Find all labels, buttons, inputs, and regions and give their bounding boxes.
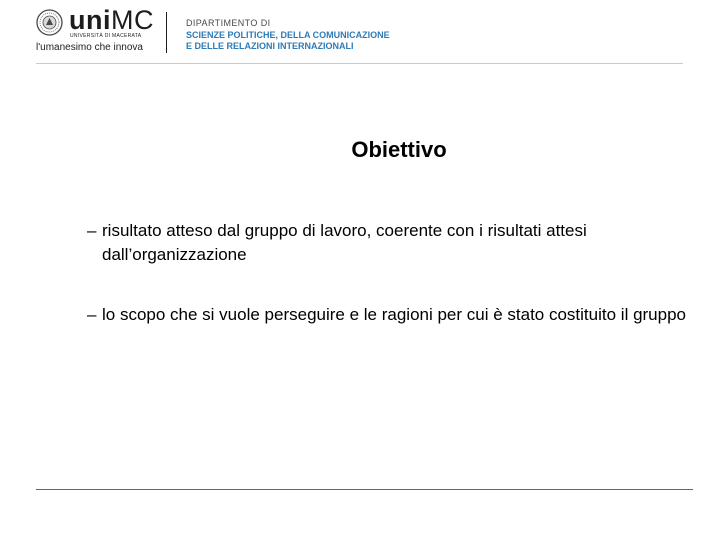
bullet-text: risultato atteso dal gruppo di lavoro, coerente con i risultati attesi dall’organizzazione: [102, 221, 587, 264]
bullet-list: [87, 219, 687, 363]
bullet-item: [87, 303, 687, 327]
department-label: DIPARTIMENTO DI: [186, 18, 271, 28]
department-name-line2: E DELLE RELAZIONI INTERNAZIONALI: [186, 41, 354, 51]
header-rule: [36, 63, 683, 64]
university-seal-icon: [36, 9, 63, 36]
brand-motto: l'umanesimo che innova: [36, 42, 143, 53]
bullet-text: lo scopo che si vuole perseguire e le ragioni per cui è stato costituito il gruppo: [102, 305, 687, 324]
header-divider: [166, 12, 167, 53]
bullet-marker: –: [87, 305, 97, 324]
brand-logo: [69, 5, 154, 35]
brand-subtitle: UNIVERSITÀ DI MACERATA: [70, 33, 142, 39]
footer-rule: [36, 489, 693, 490]
brand-logo-bold: uni: [69, 5, 111, 35]
slide-header: [0, 0, 720, 64]
bullet-marker: –: [87, 221, 97, 240]
brand-logo-regular: MC: [111, 5, 154, 35]
department-name-line1: SCIENZE POLITICHE, DELLA COMUNICAZIONE: [186, 30, 390, 40]
slide-title: Obiettivo: [351, 137, 447, 162]
bullet-item: [87, 219, 687, 267]
